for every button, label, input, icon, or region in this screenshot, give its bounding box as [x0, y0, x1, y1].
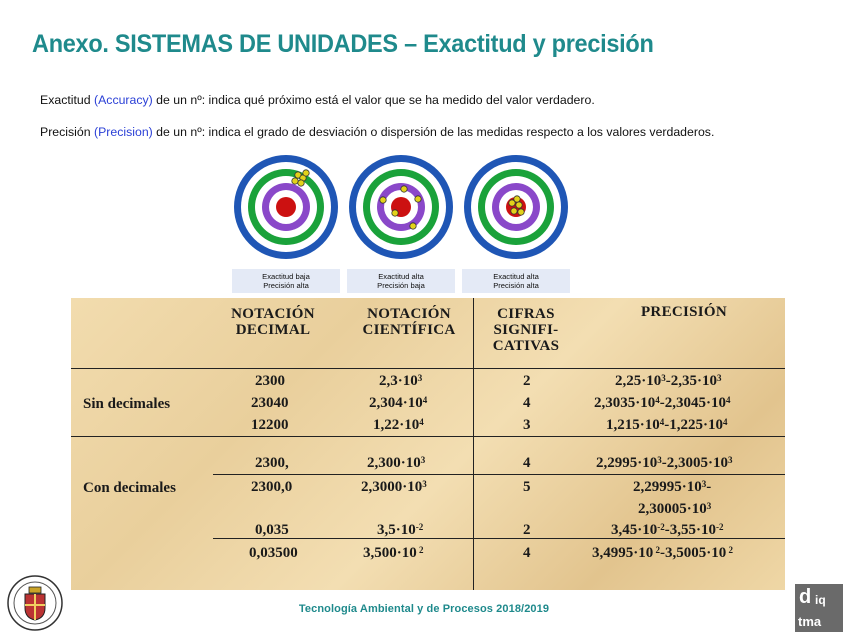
sci-r5: $3,5\cdot 10^{-2}$ [377, 522, 424, 538]
department-logo [795, 584, 843, 632]
group-sin-decimales: Sin decimales [83, 396, 171, 412]
target-3-line2: Precisión alta [493, 281, 539, 290]
prec-r2: $1,215\cdot 10^4-1,225\cdot 10^4$ [606, 417, 728, 433]
target-2-icon [347, 153, 455, 269]
target-illustrations [232, 153, 572, 293]
sci-r4: $2,3000\cdot 10^3$ [361, 479, 427, 495]
notation-table [71, 298, 785, 590]
precision-text: de un nº: indica el grado de desviación o dispersión de las medidas respecto a los valores verdaderos. [152, 125, 715, 139]
header-precision: PRECISIÓN [640, 304, 728, 320]
target-1-line1: Exactitud baja [262, 272, 310, 281]
logo-letters-iq: iq [815, 593, 826, 607]
prec-r0: $2,25\cdot 10^3-2,35\cdot 10^3$ [615, 373, 722, 389]
target-3-line1: Exactitud alta [493, 272, 539, 281]
header-significant-figures: CIFRAS SIGNIFI- CATIVAS [492, 306, 560, 354]
precision-definition [40, 125, 714, 139]
prec-r6: 3,4995·10 $^2$-3,5005·10 $^2$ [592, 545, 734, 561]
cif-r0: 2 [523, 373, 531, 389]
header-scientific: NOTACIÓN CIENTÍFICA [362, 306, 456, 338]
cif-r4: 5 [523, 479, 531, 495]
prec-r4a: $2,29995\cdot 10^3-$ [633, 479, 712, 495]
dec-r2: 12200 [251, 417, 289, 433]
accuracy-term: Exactitud [40, 93, 94, 107]
slide-title: Anexo. SISTEMAS DE UNIDADES – Exactitud y precisión [32, 30, 654, 58]
target-high-accuracy-high-precision [462, 153, 570, 293]
group-con-decimales: Con decimales [83, 480, 176, 496]
header-decimal: NOTACIÓN DECIMAL [231, 306, 315, 338]
dec-r3: 2300, [255, 455, 289, 471]
cif-r1: 4 [523, 395, 531, 411]
logo-letter-d: d [799, 586, 812, 608]
cif-r6: 4 [523, 545, 531, 561]
accuracy-definition [40, 93, 595, 107]
prec-r3: $2,2995\cdot 10^3-2,3005\cdot 10^3$ [596, 455, 733, 471]
precision-english: (Precision) [94, 125, 153, 139]
cif-r2: 3 [523, 417, 531, 433]
cif-r5: 2 [523, 522, 531, 538]
prec-r4b: $2,30005\cdot 10^3$ [638, 501, 712, 517]
sci-r3: $2,300\cdot 10^3$ [367, 455, 426, 471]
prec-r5: $3,45\cdot 10^{-2}-3,55\cdot 10^{-2}$ [611, 522, 724, 538]
dec-r5: 0,035 [255, 522, 289, 538]
dec-r1: 23040 [251, 395, 289, 411]
sci-r2: $1,22\cdot 10^4$ [373, 417, 424, 433]
accuracy-english: (Accuracy) [94, 93, 153, 107]
footer-text: Tecnología Ambiental y de Procesos 2018/2019 [298, 603, 550, 615]
target-low-accuracy-high-precision [232, 153, 340, 293]
sci-r6: 3,500·10 $^2$ [363, 545, 424, 561]
logo-letters-tma: tma [798, 614, 822, 629]
precision-term: Precisión [40, 125, 94, 139]
target-1-icon [232, 153, 340, 269]
target-2-line2: Precisión baja [377, 281, 425, 290]
sci-r0: $2,3\cdot 10^3$ [379, 373, 423, 389]
dec-r0: 2300 [255, 373, 285, 389]
prec-r1: $2,3035\cdot 10^4-2,3045\cdot 10^4$ [594, 395, 731, 411]
dec-r6: 0,03500 [249, 545, 298, 561]
target-3-icon [462, 153, 570, 269]
cif-r3: 4 [523, 455, 531, 471]
target-high-accuracy-low-precision [347, 153, 455, 293]
target-2-line1: Exactitud alta [378, 272, 424, 281]
sci-r1: $2,304\cdot 10^4$ [369, 395, 428, 411]
dec-r4: 2300,0 [251, 479, 293, 495]
target-1-line2: Precisión alta [263, 281, 309, 290]
accuracy-text: de un nº: indica qué próximo está el valor que se ha medido del valor verdadero. [152, 93, 595, 107]
